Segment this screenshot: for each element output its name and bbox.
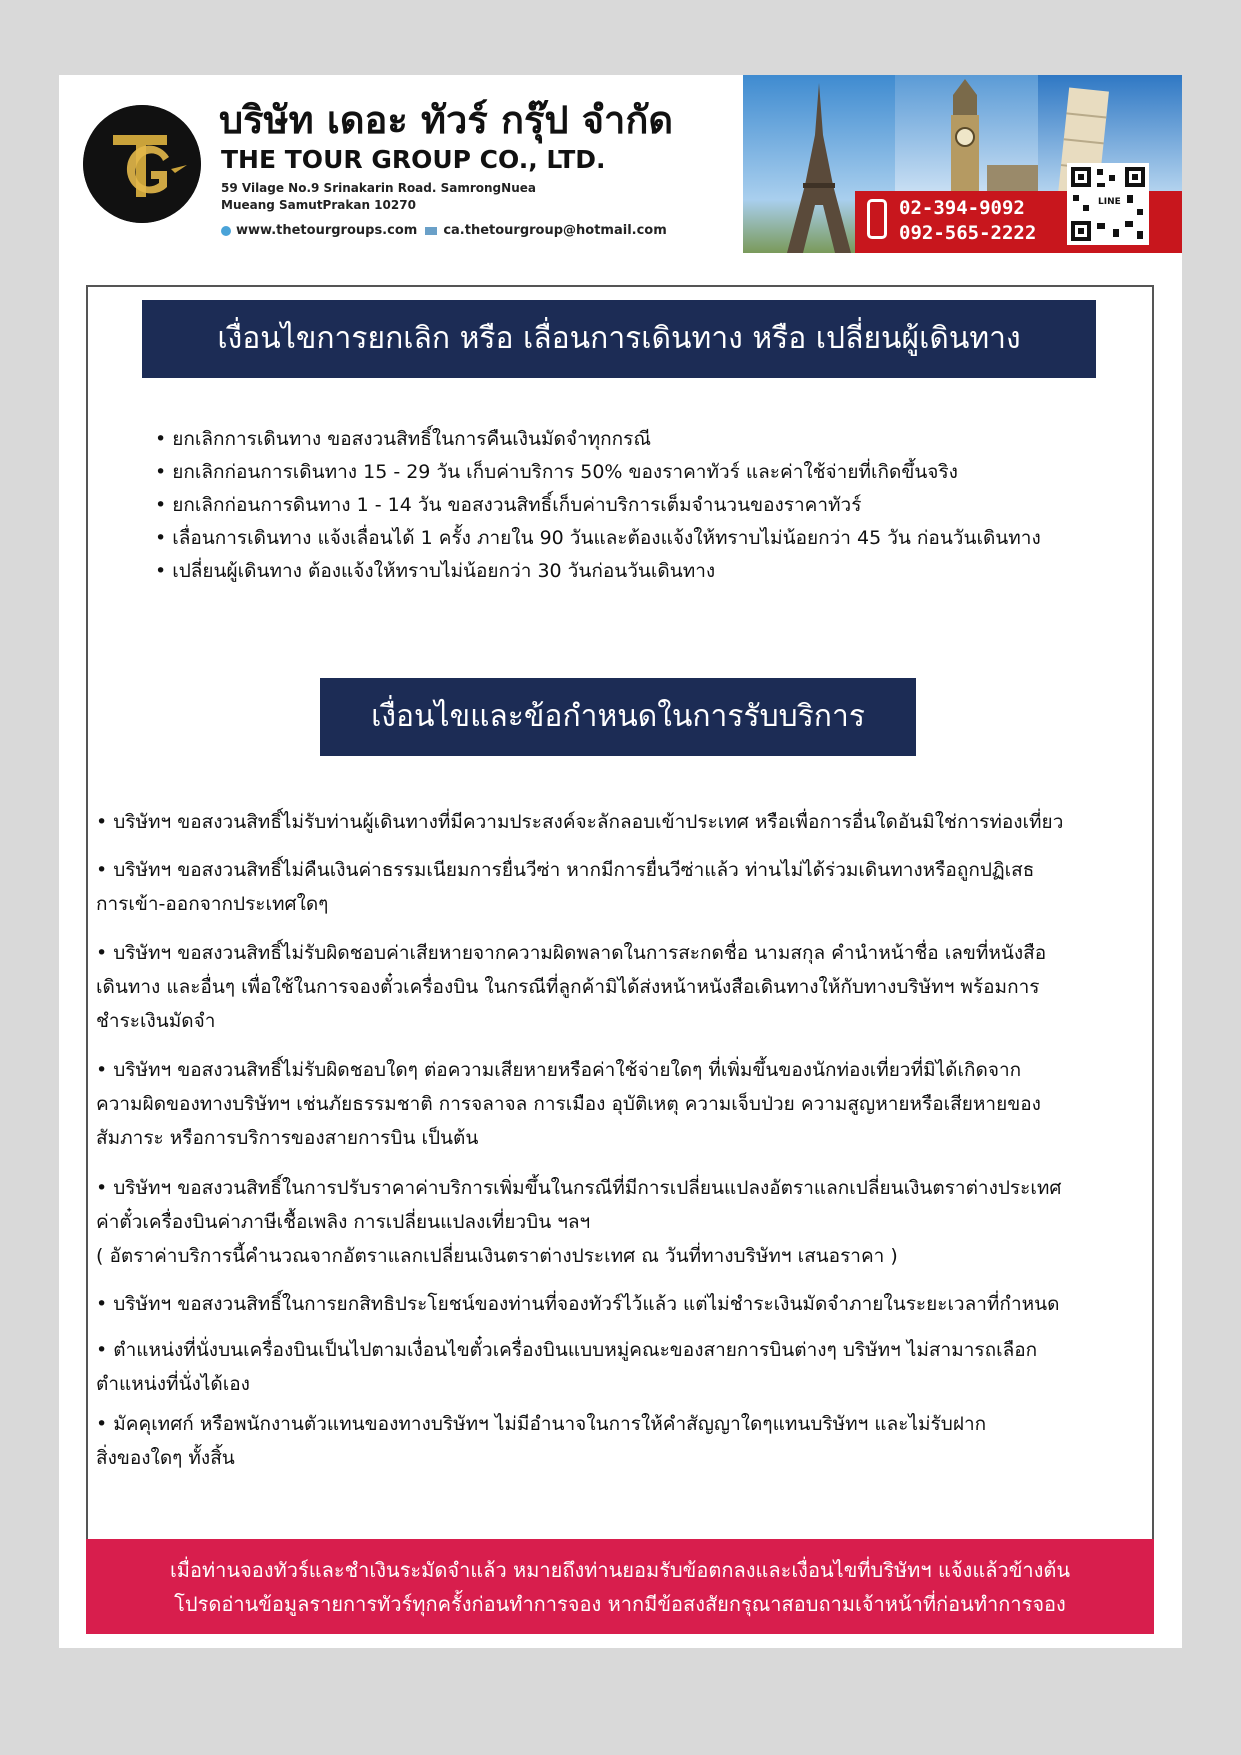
paragraph-line: เดินทาง และอื่นๆ เพื่อใช้ในการจองตั๋วเครื่องบิน ในกรณีที่ลูกค้ามิได้ส่งหน้าหนังสือเดินทางให้กับทางบริษัทฯ พร้อมการ [96, 976, 1040, 998]
cancellation-list [155, 423, 1041, 588]
company-name-english: THE TOUR GROUP CO., LTD. [221, 145, 606, 174]
paragraph-line: • บริษัทฯ ขอสงวนสิทธิ์ไม่คืนเงินค่าธรรมเนียมการยื่นวีซ่า หากมีการยื่นวีซ่าแล้ว ท่านไม่ได้ร่วมเดินทางหรือถูกปฏิเสธ [96, 859, 1035, 881]
paragraph-line: ตำแหน่งที่นั่งได้เอง [96, 1373, 250, 1395]
paragraph-line: ค่าตั๋วเครื่องบินค่าภาษีเชื้อเพลิง การเปลี่ยนแปลงเที่ยวบิน ฯลฯ [96, 1211, 591, 1233]
contact-row [221, 223, 667, 238]
paragraph-line: สิ่งของใดๆ ทั้งสิ้น [96, 1447, 235, 1469]
service-terms-title: เงื่อนไขและข้อกำหนดในการรับบริการ [320, 678, 916, 756]
company-name-thai: บริษัท เดอะ ทัวร์ กรุ๊ป จำกัด [219, 98, 674, 142]
phone-icon [867, 199, 887, 239]
paragraph-line: สัมภาระ หรือการบริการของสายการบิน เป็นต้น [96, 1127, 479, 1149]
terms-frame [86, 285, 1154, 1634]
email-link[interactable]: ca.thetourgroup@hotmail.com [443, 223, 667, 238]
paragraph-line: • บริษัทฯ ขอสงวนสิทธิ์ไม่รับผิดชอบใดๆ ต่อความเสียหายหรือค่าใช้จ่ายใดๆ ที่เพิ่มขึ้นของนักท่องเที่ยวที่มิได้เกิดจาก [96, 1059, 1022, 1081]
paragraph-line: การเข้า-ออกจากประเทศใดๆ [96, 893, 329, 915]
footer-line-2: โปรดอ่านข้อมูลรายการทัวร์ทุกครั้งก่อนทำการจอง หากมีข้อสงสัยกรุณาสอบถามเจ้าหน้าที่ก่อนทำการจอง [174, 1592, 1066, 1616]
paragraph-line: • มัคคุเทศก์ หรือพนักงานตัวแทนของทางบริษัทฯ ไม่มีอำนาจในการให้คำสัญญาใดๆแทนบริษัทฯ และไม่รับฝาก [96, 1413, 987, 1435]
footer-line-1: เมื่อท่านจองทัวร์และชำเงินระมัดจำแล้ว หมายถึงท่านยอมรับข้อตกลงและเงื่อนไขที่บริษัทฯ แจ้งแล้วข้างต้น [169, 1558, 1071, 1582]
mail-icon [425, 227, 437, 235]
list-item: • ยกเลิกก่อนการดินทาง 1 - 14 วัน ขอสงวนสิทธิ์เก็บค่าบริการเต็มจำนวนของราคาทัวร์ [155, 489, 1041, 522]
paragraph-line: ความผิดของทางบริษัทฯ เช่นภัยธรรมชาติ การจลาจล การเมือง อุบัติเหตุ ความเจ็บป่วย ความสูญหายหรือเสียหายของ [96, 1093, 1041, 1115]
address-line-2: Mueang SamutPrakan 10270 [221, 198, 416, 212]
terms-paragraph [96, 1407, 1136, 1475]
line-qr-code[interactable] [1067, 163, 1149, 245]
globe-icon [221, 226, 231, 236]
paragraph-line: ชำระเงินมัดจำ [96, 1010, 216, 1032]
list-item: • เปลี่ยนผู้เดินทาง ต้องแจ้งให้ทราบไม่น้อยกว่า 30 วันก่อนวันเดินทาง [155, 555, 1041, 588]
terms-paragraph [96, 936, 1136, 1038]
website-link[interactable]: www.thetourgroups.com [236, 223, 418, 238]
terms-paragraph [96, 805, 1136, 839]
terms-paragraph [96, 853, 1136, 921]
list-item: • ยกเลิกการเดินทาง ขอสงวนสิทธิ์ในการคืนเงินมัดจำทุกกรณี [155, 423, 1041, 456]
address-line-1: 59 Vilage No.9 Srinakarin Road. SamrongNuea [221, 181, 536, 195]
paragraph-line: • ตำแหน่งที่นั่งบนเครื่องบินเป็นไปตามเงื่อนไขตั๋วเครื่องบินแบบหมู่คณะของสายการบินต่างๆ บริษัทฯ ไม่สามารถเลือก [96, 1339, 1038, 1361]
terms-paragraph [96, 1053, 1136, 1155]
phone-number-1[interactable]: 02-394-9092 [899, 197, 1025, 219]
landmarks-banner [743, 75, 1182, 253]
qr-label: LINE [1098, 197, 1121, 207]
cancellation-title: เงื่อนไขการยกเลิก หรือ เลื่อนการเดินทาง หรือ เปลี่ยนผู้เดินทาง [142, 300, 1096, 378]
paragraph-line: • บริษัทฯ ขอสงวนสิทธิ์ไม่รับท่านผู้เดินทางที่มีความประสงค์จะลักลอบเข้าประเทศ หรือเพื่อการอื่นใดอันมิใช่การท่องเที่ยว [96, 811, 1064, 833]
paragraph-line: • บริษัทฯ ขอสงวนสิทธิ์ไม่รับผิดชอบค่าเสียหายจากความผิดพลาดในการสะกดชื่อ นามสกุล คำนำหน้าชื่อ เลขที่หนังสือ [96, 942, 1047, 964]
tg-logo-icon [83, 105, 201, 223]
paragraph-line: • บริษัทฯ ขอสงวนสิทธิ์ในการปรับราคาค่าบริการเพิ่มขึ้นในกรณีที่มีการเปลี่ยนแปลงอัตราแลกเปลี่ยนเงินตราต่างประเทศ [96, 1177, 1062, 1199]
terms-paragraph [96, 1287, 1136, 1321]
footer-notice [86, 1539, 1154, 1634]
list-item: • ยกเลิกก่อนการเดินทาง 15 - 29 วัน เก็บค่าบริการ 50% ของราคาทัวร์ และค่าใช้จ่ายที่เกิดขึ้นจริง [155, 456, 1041, 489]
phone-number-2[interactable]: 092-565-2222 [899, 222, 1037, 244]
company-logo [83, 105, 201, 223]
list-item: • เลื่อนการเดินทาง แจ้งเลื่อนได้ 1 ครั้ง ภายใน 90 วันและต้องแจ้งให้ทราบไม่น้อยกว่า 45 วัน ก่อนวันเดินทาง [155, 522, 1041, 555]
paragraph-line: ( อัตราค่าบริการนี้คำนวณจากอัตราแลกเปลี่ยนเงินตราต่างประเทศ ณ วันที่ทางบริษัทฯ เสนอราคา ) [96, 1245, 898, 1267]
terms-paragraph [96, 1171, 1136, 1273]
document-page [59, 75, 1182, 1648]
terms-paragraph [96, 1333, 1136, 1401]
paragraph-line: • บริษัทฯ ขอสงวนสิทธิ์ในการยกสิทธิประโยชน์ของท่านที่จองทัวร์ไว้แล้ว แต่ไม่ชำระเงินมัดจำภายในระยะเวลาที่กำหนด [96, 1293, 1060, 1315]
letterhead [59, 75, 1182, 253]
